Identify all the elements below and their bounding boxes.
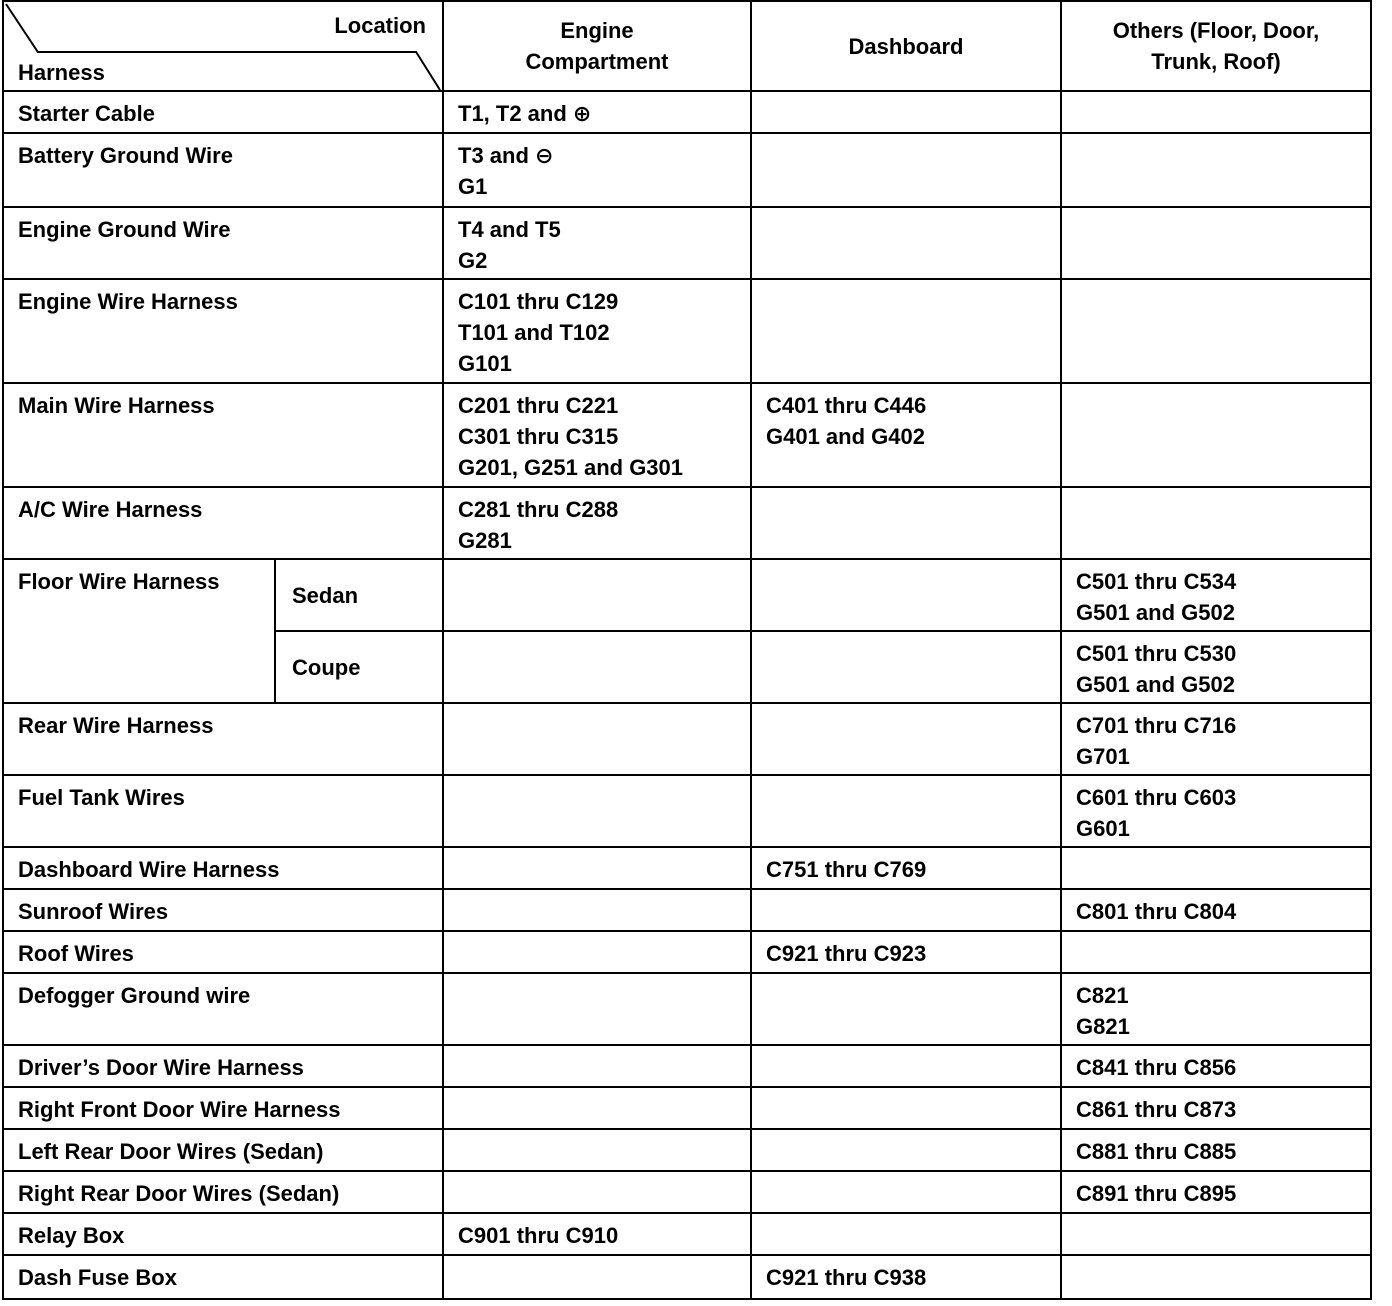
dashboard-cell	[751, 973, 1061, 1045]
harness-cell	[3, 1213, 443, 1255]
others-cell	[1061, 383, 1371, 487]
others-value	[1062, 280, 1370, 286]
engine-cell	[443, 703, 751, 775]
others-cell	[1061, 559, 1371, 631]
others-value	[1062, 1214, 1370, 1220]
harness-cell	[3, 973, 443, 1045]
others-value: C501 thru C534 G501 and G502	[1076, 569, 1237, 625]
harness-name: Main Wire Harness	[18, 393, 215, 418]
others-cell	[1061, 1087, 1371, 1129]
dashboard-cell	[751, 931, 1061, 973]
harness-name: Starter Cable	[18, 101, 155, 126]
dashboard-value	[752, 280, 1060, 286]
others-cell	[1061, 1213, 1371, 1255]
harness-cell	[3, 1171, 443, 1213]
harness-name: Engine Wire Harness	[18, 289, 238, 314]
table-row	[3, 383, 1371, 487]
dashboard-cell	[751, 1171, 1061, 1213]
engine-cell	[443, 207, 751, 279]
others-value: C601 thru C603 G601	[1076, 785, 1237, 841]
engine-cell	[443, 1171, 751, 1213]
harness-name: A/C Wire Harness	[18, 497, 203, 522]
others-value	[1062, 1256, 1370, 1262]
engine-value: T4 and T5 G2	[458, 217, 561, 273]
others-value: C861 thru C873	[1076, 1097, 1237, 1122]
others-value	[1062, 134, 1370, 140]
others-cell	[1061, 631, 1371, 703]
engine-value	[444, 932, 750, 938]
engine-value: T1, T2 and ⊕	[458, 101, 592, 126]
engine-cell	[443, 559, 751, 631]
dashboard-cell	[751, 1087, 1061, 1129]
dashboard-value	[752, 560, 1060, 566]
dashboard-cell	[751, 1045, 1061, 1087]
dashboard-value	[752, 890, 1060, 896]
dashboard-cell	[751, 279, 1061, 383]
table-row	[3, 703, 1371, 775]
others-cell	[1061, 487, 1371, 559]
engine-value	[444, 560, 750, 566]
harness-name: Driver’s Door Wire Harness	[18, 1055, 304, 1080]
dashboard-value	[752, 776, 1060, 782]
engine-value	[444, 1046, 750, 1052]
dashboard-cell	[751, 847, 1061, 889]
harness-name: Dash Fuse Box	[18, 1265, 177, 1290]
dashboard-cell	[751, 559, 1061, 631]
others-value: C821 G821	[1076, 983, 1130, 1039]
dashboard-value	[752, 92, 1060, 98]
engine-cell	[443, 487, 751, 559]
engine-cell	[443, 383, 751, 487]
harness-name: Defogger Ground wire	[18, 983, 251, 1008]
dashboard-value: C921 thru C938	[766, 1265, 927, 1290]
location-header-label: Location	[334, 13, 426, 38]
others-cell	[1061, 973, 1371, 1045]
others-value: C891 thru C895	[1076, 1181, 1237, 1206]
others-cell	[1061, 279, 1371, 383]
dashboard-value: C921 thru C923	[766, 941, 927, 966]
engine-value	[444, 974, 750, 980]
dashboard-value: C401 thru C446 G401 and G402	[766, 393, 927, 449]
dashboard-value: C751 thru C769	[766, 857, 927, 882]
engine-cell	[443, 133, 751, 207]
harness-cell	[3, 847, 443, 889]
engine-compartment-label: Engine Compartment	[525, 18, 669, 74]
others-cell	[1061, 207, 1371, 279]
engine-value	[444, 890, 750, 896]
engine-value	[444, 1256, 750, 1262]
engine-cell	[443, 1129, 751, 1171]
dashboard-value	[752, 1088, 1060, 1094]
table-row	[3, 487, 1371, 559]
table-row	[3, 207, 1371, 279]
harness-location-table-wrapper	[2, 0, 1372, 1300]
dashboard-cell	[751, 383, 1061, 487]
dashboard-value	[752, 632, 1060, 638]
others-value: C501 thru C530 G501 and G502	[1076, 641, 1237, 697]
dashboard-cell	[751, 91, 1061, 133]
harness-name: Dashboard Wire Harness	[18, 857, 280, 882]
others-cell	[1061, 1171, 1371, 1213]
harness-cell	[3, 91, 443, 133]
others-value	[1062, 488, 1370, 494]
table-row	[3, 1129, 1371, 1171]
dashboard-value	[752, 704, 1060, 710]
others-value	[1062, 932, 1370, 938]
harness-cell	[3, 931, 443, 973]
dashboard-cell	[751, 207, 1061, 279]
engine-cell	[443, 1213, 751, 1255]
others-cell	[1061, 775, 1371, 847]
harness-cell	[3, 703, 443, 775]
harness-name: Engine Ground Wire	[18, 217, 231, 242]
table-row	[3, 889, 1371, 931]
dashboard-value	[752, 488, 1060, 494]
dashboard-value	[752, 1172, 1060, 1178]
harness-name: Floor Wire Harness	[18, 569, 220, 594]
dashboard-cell	[751, 631, 1061, 703]
table-row	[3, 133, 1371, 207]
table-row	[3, 1087, 1371, 1129]
engine-value: T3 and ⊖ G1	[458, 143, 554, 199]
table-row	[3, 1045, 1371, 1087]
corner-header	[3, 1, 443, 91]
engine-value	[444, 848, 750, 854]
others-cell	[1061, 847, 1371, 889]
dashboard-value	[752, 1214, 1060, 1220]
engine-cell	[443, 91, 751, 133]
table-body	[3, 91, 1371, 1299]
others-value: C881 thru C885	[1076, 1139, 1237, 1164]
dashboard-value	[752, 1130, 1060, 1136]
harness-cell	[3, 1255, 443, 1299]
engine-value: C901 thru C910	[458, 1223, 619, 1248]
table-row	[3, 91, 1371, 133]
engine-value: C201 thru C221 C301 thru C315 G201, G251 and G301	[458, 393, 684, 480]
harness-name: Fuel Tank Wires	[18, 785, 185, 810]
table-row	[3, 1255, 1371, 1299]
others-cell	[1061, 1045, 1371, 1087]
column-header-dashboard	[751, 1, 1061, 91]
engine-value	[444, 704, 750, 710]
engine-value	[444, 1088, 750, 1094]
others-value	[1062, 208, 1370, 214]
table-row	[3, 1213, 1371, 1255]
dashboard-cell	[751, 133, 1061, 207]
engine-cell	[443, 889, 751, 931]
others-value	[1062, 92, 1370, 98]
column-header-others	[1061, 1, 1371, 91]
dashboard-cell	[751, 703, 1061, 775]
harness-cell	[3, 1087, 443, 1129]
others-cell	[1061, 91, 1371, 133]
dashboard-label: Dashboard	[848, 33, 964, 59]
dashboard-cell	[751, 1255, 1061, 1299]
others-cell	[1061, 889, 1371, 931]
engine-value	[444, 1172, 750, 1178]
harness-cell	[3, 559, 275, 703]
others-value	[1062, 384, 1370, 390]
variant-cell	[275, 559, 443, 631]
harness-cell	[3, 889, 443, 931]
others-cell	[1061, 703, 1371, 775]
table-row	[3, 973, 1371, 1045]
table-row	[3, 847, 1371, 889]
harness-name: Battery Ground Wire	[18, 143, 233, 168]
table-row	[3, 1171, 1371, 1213]
harness-cell	[3, 775, 443, 847]
variant-cell	[275, 631, 443, 703]
harness-name: Left Rear Door Wires (Sedan)	[18, 1139, 324, 1164]
dashboard-cell	[751, 889, 1061, 931]
harness-cell	[3, 133, 443, 207]
column-header-engine-compartment	[443, 1, 751, 91]
engine-value	[444, 1130, 750, 1136]
engine-cell	[443, 279, 751, 383]
harness-cell	[3, 487, 443, 559]
harness-cell	[3, 383, 443, 487]
harness-name: Rear Wire Harness	[18, 713, 214, 738]
harness-cell	[3, 1045, 443, 1087]
harness-cell	[3, 1129, 443, 1171]
others-cell	[1061, 1129, 1371, 1171]
harness-name: Roof Wires	[18, 941, 134, 966]
variant-name: Sedan	[292, 582, 359, 608]
dashboard-value	[752, 208, 1060, 214]
header-row	[3, 1, 1371, 91]
engine-cell	[443, 631, 751, 703]
dashboard-cell	[751, 1213, 1061, 1255]
harness-header-label: Harness	[18, 60, 105, 85]
engine-cell	[443, 847, 751, 889]
engine-cell	[443, 775, 751, 847]
engine-value: C281 thru C288 G281	[458, 497, 619, 553]
dashboard-cell	[751, 487, 1061, 559]
others-value: C801 thru C804	[1076, 899, 1237, 924]
table-row	[3, 559, 1371, 631]
engine-cell	[443, 1255, 751, 1299]
table-row	[3, 279, 1371, 383]
table-row	[3, 931, 1371, 973]
dashboard-value	[752, 974, 1060, 980]
engine-value: C101 thru C129 T101 and T102 G101	[458, 289, 619, 376]
variant-name: Coupe	[292, 654, 361, 680]
others-value	[1062, 848, 1370, 854]
others-cell	[1061, 133, 1371, 207]
harness-name: Relay Box	[18, 1223, 125, 1248]
others-label: Others (Floor, Door, Trunk, Roof)	[1112, 18, 1320, 74]
engine-cell	[443, 973, 751, 1045]
dashboard-cell	[751, 775, 1061, 847]
dashboard-value	[752, 134, 1060, 140]
others-value: C841 thru C856	[1076, 1055, 1237, 1080]
harness-cell	[3, 207, 443, 279]
engine-value	[444, 632, 750, 638]
others-cell	[1061, 931, 1371, 973]
harness-name: Right Rear Door Wires (Sedan)	[18, 1181, 340, 1206]
engine-value	[444, 776, 750, 782]
engine-cell	[443, 931, 751, 973]
others-value: C701 thru C716 G701	[1076, 713, 1237, 769]
engine-cell	[443, 1087, 751, 1129]
harness-cell	[3, 279, 443, 383]
dashboard-value	[752, 1046, 1060, 1052]
harness-location-table	[2, 0, 1372, 1300]
harness-name: Right Front Door Wire Harness	[18, 1097, 341, 1122]
engine-cell	[443, 1045, 751, 1087]
table-row	[3, 775, 1371, 847]
dashboard-cell	[751, 1129, 1061, 1171]
others-cell	[1061, 1255, 1371, 1299]
harness-name: Sunroof Wires	[18, 899, 169, 924]
